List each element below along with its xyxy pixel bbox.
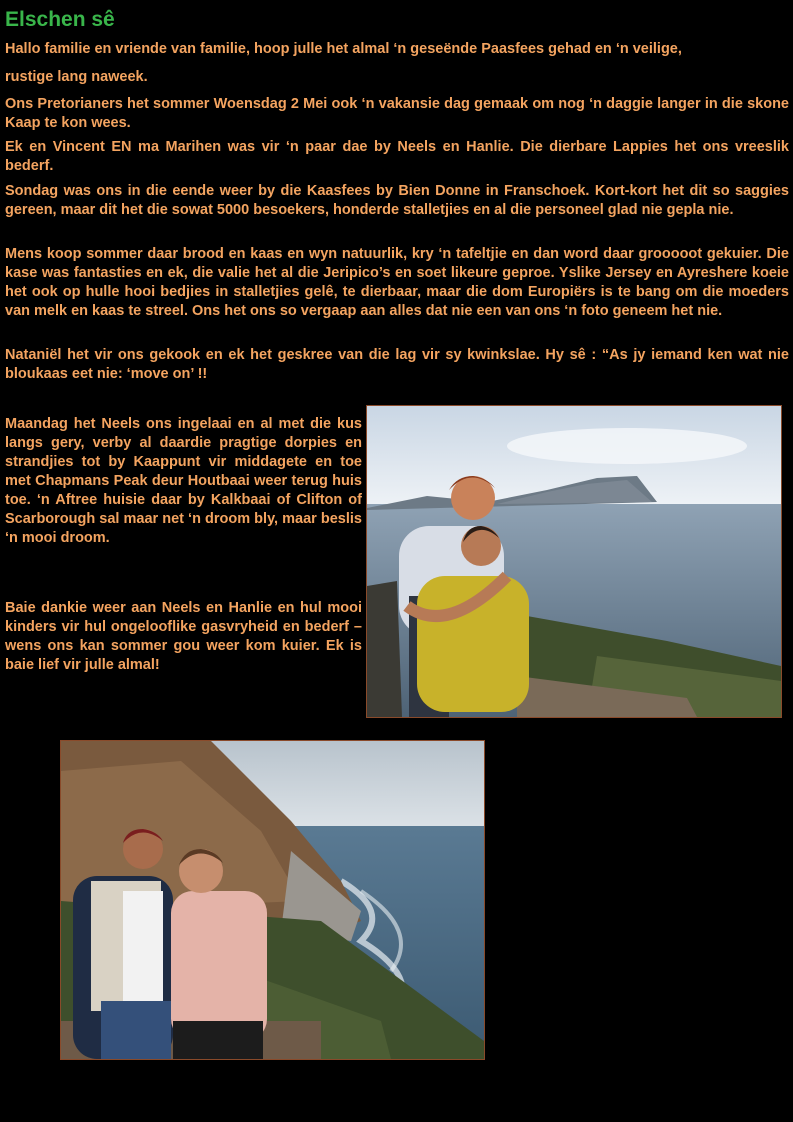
paragraph-pretorianers: Ons Pretorianers het sommer Woensdag 2 Mei ook ‘n vakansie dag gemaak om nog ‘n daggie langer in die skone Kaap te kon wees. — [5, 96, 789, 131]
paragraph-greeting: Hallo familie en vriende van familie, hoop julle het almal ‘n geseënde Paasfees gehad en ‘n veilige, — [5, 41, 682, 57]
paragraph-lappies: Ek en Vincent EN ma Marihen was vir ‘n paar dae by Neels en Hanlie. Die dierbare Lappies het ons vreeslik bederf. — [5, 139, 789, 174]
page-title: Elschen sê — [5, 8, 115, 31]
photo-cape-point — [366, 405, 782, 718]
paragraph-greeting-cont: rustige lang naweek. — [5, 69, 148, 85]
photo-chapmans-peak — [60, 740, 485, 1060]
paragraph-kuier: Mens koop sommer daar brood en kaas en wyn natuurlik, kry ‘n tafeltjie en dan word daar grooooot gekuier. Die kase was fantasties en ek, die valie het al die Jeripico’s en soet likeure geproe. Yslike Jersey en Ayreshere koeie het ook op hulle hooi bedjies in stalletjies gelê, te dierbaar, maar die dom Europiërs is te bang om die moeders van melk en kaas te streel. Ons het ons so vergaap aan alles dat nie een van ons ‘n foto geneem het nie. — [5, 246, 789, 319]
paragraph-dankie: Baie dankie weer aan Neels en Hanlie en hul mooi kinders vir hul ongelooflike gasvryheid en bederf – wens ons kan sommer gou weer kom kuier. Ek is baie lief vir julle almal! — [5, 600, 362, 673]
paragraph-nataniel: Nataniël het vir ons gekook en ek het geskree van die lag vir sy kwinkslae. Hy sê : “As jy iemand ken wat nie bloukaas eet nie: ‘move on’ !! — [5, 347, 789, 382]
paragraph-maandag: Maandag het Neels ons ingelaai en al met die kus langs gery, verby al daardie pragtige dorpies en strandjies tot by Kaappunt vir middagete en toe met Chapmans Peak deur Houtbaai weer terug huis toe. ‘n Aftree huisie daar by Kalkbaai of Clifton of Scarborough sal maar net ‘n droom bly, maar beslis ‘n mooi droom. — [5, 416, 362, 546]
paragraph-kaasfees: Sondag was ons in die eende weer by die Kaasfees by Bien Donne in Franschoek. Kort-kort het dit so saggies gereen, maar dit het die sowat 5000 besoekers, honderde stalletjies en al die personeel glad nie gepla nie. — [5, 183, 789, 218]
